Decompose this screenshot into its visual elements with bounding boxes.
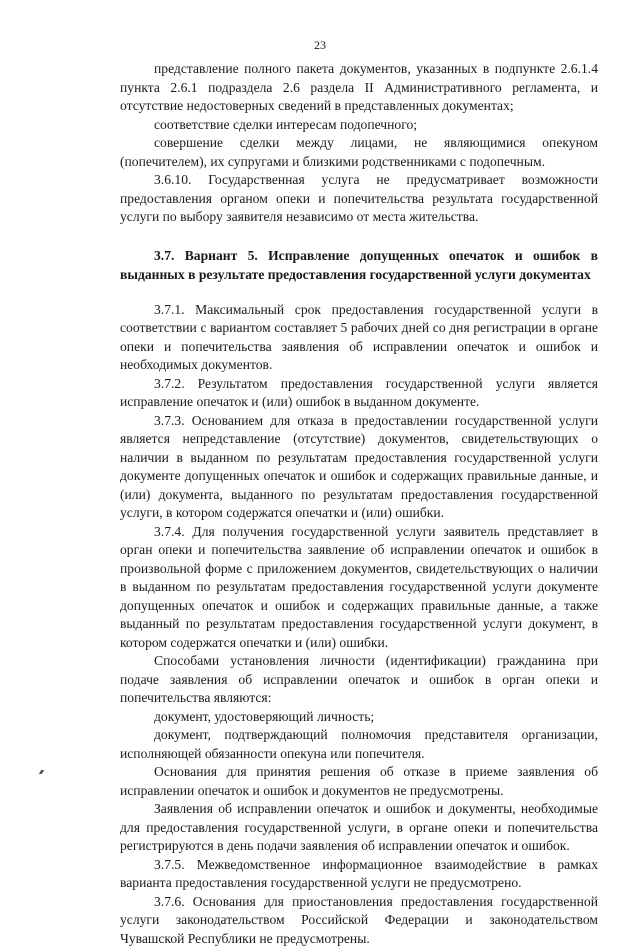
paragraph: Заявления об исправлении опечаток и ошибок и документы, необходимые для предоставления государственной услуги, в органе опеки и попечительства регистрируются в день подачи заявления об исправлении опечаток и ошибок. xyxy=(120,800,598,856)
paragraph: 3.6.10. Государственная услуга не предусматривает возможности предоставления органом опеки и попечительства результата государственной услуги по выбору заявителя независимо от места жительства. xyxy=(120,171,598,227)
document-body xyxy=(120,60,598,948)
paragraph: соответствие сделки интересам подопечного; xyxy=(120,116,598,135)
page-number: 23 xyxy=(0,38,640,53)
paragraph: 3.7.6. Основания для приостановления предоставления государственной услуги законодательством Российской Федерации и законодательством Чувашской Республики не предусмотрены. xyxy=(120,893,598,948)
paragraph: Основания для принятия решения об отказе в приеме заявления об исправлении опечаток и ошибок и документов не предусмотрены. xyxy=(120,763,598,800)
paragraph: 3.7.4. Для получения государственной услуги заявитель представляет в орган опеки и попечительства заявление об исправлении опечаток и ошибок в произвольной форме с приложением документов, свидетельствующих о наличии в выданном по результатам предоставления государственной услуги документе допущенных опечаток и ошибок и содержащих правильные данные, а также выданный по результатам предоставления государственной услуги документ, в котором содержатся опечатки и (или) ошибки. xyxy=(120,523,598,653)
paragraph: представление полного пакета документов, указанных в подпункте 2.6.1.4 пункта 2.6.1 подраздела 2.6 раздела II Административного регламента, и отсутствие недостоверных сведений в представленных документах; xyxy=(120,60,598,116)
paragraph: документ, удостоверяющий личность; xyxy=(120,708,598,727)
paragraph: совершение сделки между лицами, не являющимися опекуном (попечителем), их супругами и близкими родственниками с подопечным. xyxy=(120,134,598,171)
paragraph: Способами установления личности (идентификации) гражданина при подаче заявления об исправлении опечаток и ошибок в орган опеки и попечительства являются: xyxy=(120,652,598,708)
paragraph: 3.7.5. Межведомственное информационное взаимодействие в рамках варианта предоставления государственной услуги не предусмотрено. xyxy=(120,856,598,893)
paragraph: 3.7.3. Основанием для отказа в предоставлении государственной услуги является непредставление (отсутствие) документов, свидетельствующих о наличии в выданном по результатам предоставления государственной услуги документе допущенных опечаток и ошибок и содержащих правильные данные, и (или) документа, выданного по результатам предоставления государственной услуги, в котором содержатся опечатки и (или) ошибки. xyxy=(120,412,598,523)
section-heading: 3.7. Вариант 5. Исправление допущенных опечаток и ошибок в выданных в результате предоставления государственной услуги документах xyxy=(120,246,598,284)
scan-mark xyxy=(39,770,44,774)
paragraph: 3.7.1. Максимальный срок предоставления государственной услуги в соответствии с вариантом составляет 5 рабочих дней со дня регистрации в органе опеки и попечительства заявления об исправлении опечаток и ошибок и необходимых документов. xyxy=(120,301,598,375)
paragraph: документ, подтверждающий полномочия представителя организации, исполняющей обязанности опекуна или попечителя. xyxy=(120,726,598,763)
paragraph: 3.7.2. Результатом предоставления государственной услуги является исправление опечаток и (или) ошибок в выданном документе. xyxy=(120,375,598,412)
